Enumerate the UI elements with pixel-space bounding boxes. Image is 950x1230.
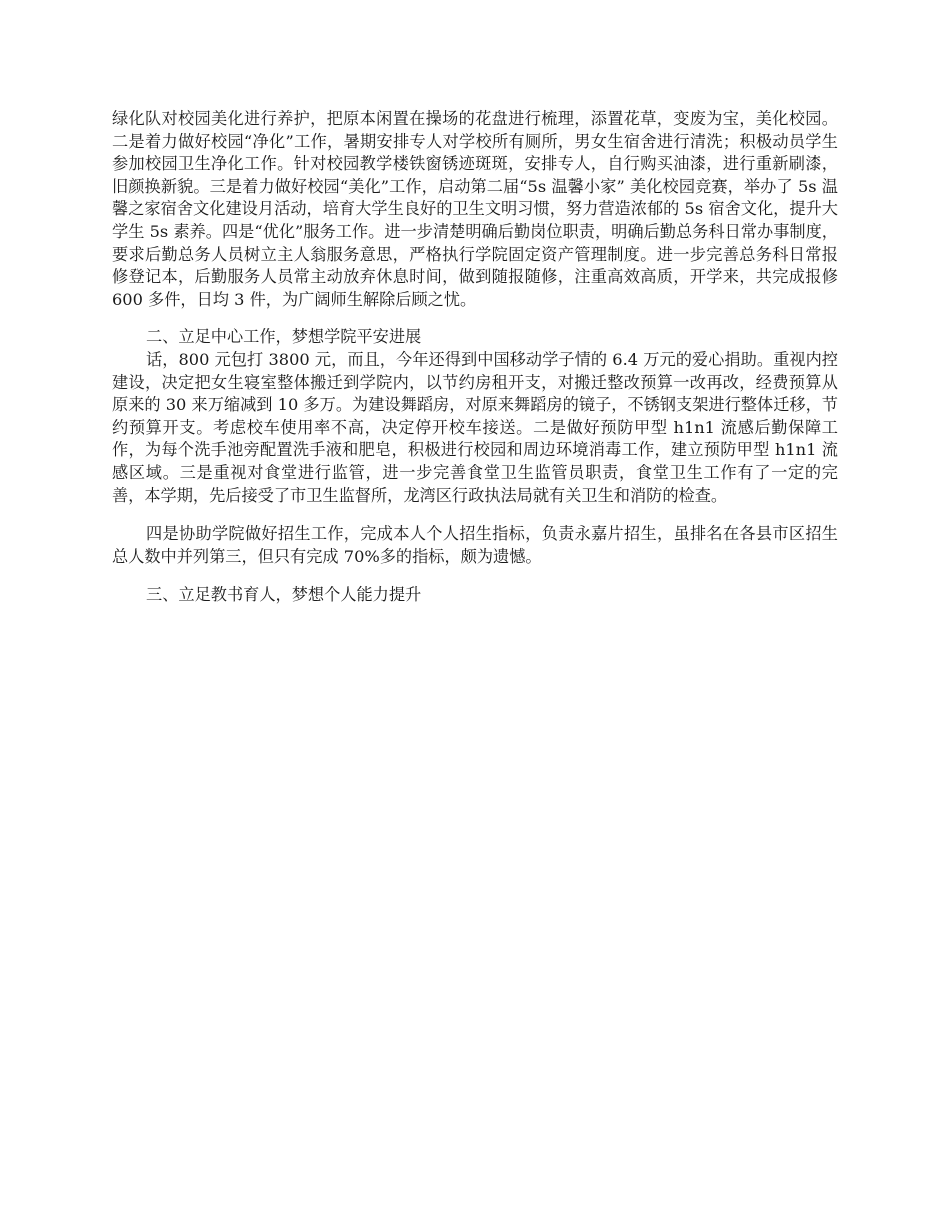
- paragraph-enrollment: 四是协助学院做好招生工作，完成本人个人招生指标，负责永嘉片招生，虽排名在各县市区招生总人数中并列第三，但只有完成 70%多的指标，颇为遗憾。: [112, 524, 838, 566]
- section-heading-2: 二、立足中心工作，梦想学院平安进展: [146, 327, 422, 347]
- paragraph-logistics-beautification: 绿化队对校园美化进行养护，把原本闲置在操场的花盘进行梳理，添置花草，变废为宝，美化校园。二是着力做好校园“净化”工作，暑期安排专人对学校所有厕所，男女生宿舍进行清洗；积极动员学生参加校园卫生净化工作。针对校园教学楼铁窗锈迹斑斑，安排专人，自行购买油漆，进行重新刷漆，旧颜换新貌。三是着力做好校园“美化”工作，启动第二届“5s 温馨小家” 美化校园竞赛，举办了 5s 温馨之家宿舍文化建设月活动，培育大学生良好的卫生文明习惯，努力营造浓郁的 5s 宿舍文化，提升大学生 5s 素养。四是“优化”服务工作。进一步清楚明确后勤岗位职责，明确后勤总务科日常办事制度，要求后勤总务人员树立主人翁服务意思，严格执行学院固定资产管理制度。进一步完善总务科日常报修登记本，后勤服务人员常主动放弃休息时间，做到随报随修，注重高效高质，开学来，共完成报修 600 多件，日均 3 件，为广阔师生解除后顾之忧。: [112, 109, 838, 309]
- paragraph-safety-development: 话，800 元包打 3800 元，而且，今年还得到中国移动学子情的 6.4 万元的爱心捐助。重视内控建设，决定把女生寝室整体搬迁到学院内，以节约房租开支，对搬迁整改预算一改再改，经费预算从原来的 30 来万缩减到 10 多万。为建设舞蹈房，对原来舞蹈房的镜子，不锈钢支架进行整体迁移，节约预算开支。考虑校车使用率不高，决定停开校车接送。二是做好预防甲型 h1n1 流感后勤保障工作，为每个洗手池旁配置洗手液和肥皂，积极进行校园和周边环境消毒工作，建立预防甲型 h1n1 流感区域。三是重视对食堂进行监管，进一步完善食堂卫生监管员职责，食堂卫生工作有了一定的完善，本学期，先后接受了市卫生监督所，龙湾区行政执法局就有关卫生和消防的检查。: [112, 349, 838, 505]
- section-heading-3: 三、立足教书育人，梦想个人能力提升: [146, 585, 422, 605]
